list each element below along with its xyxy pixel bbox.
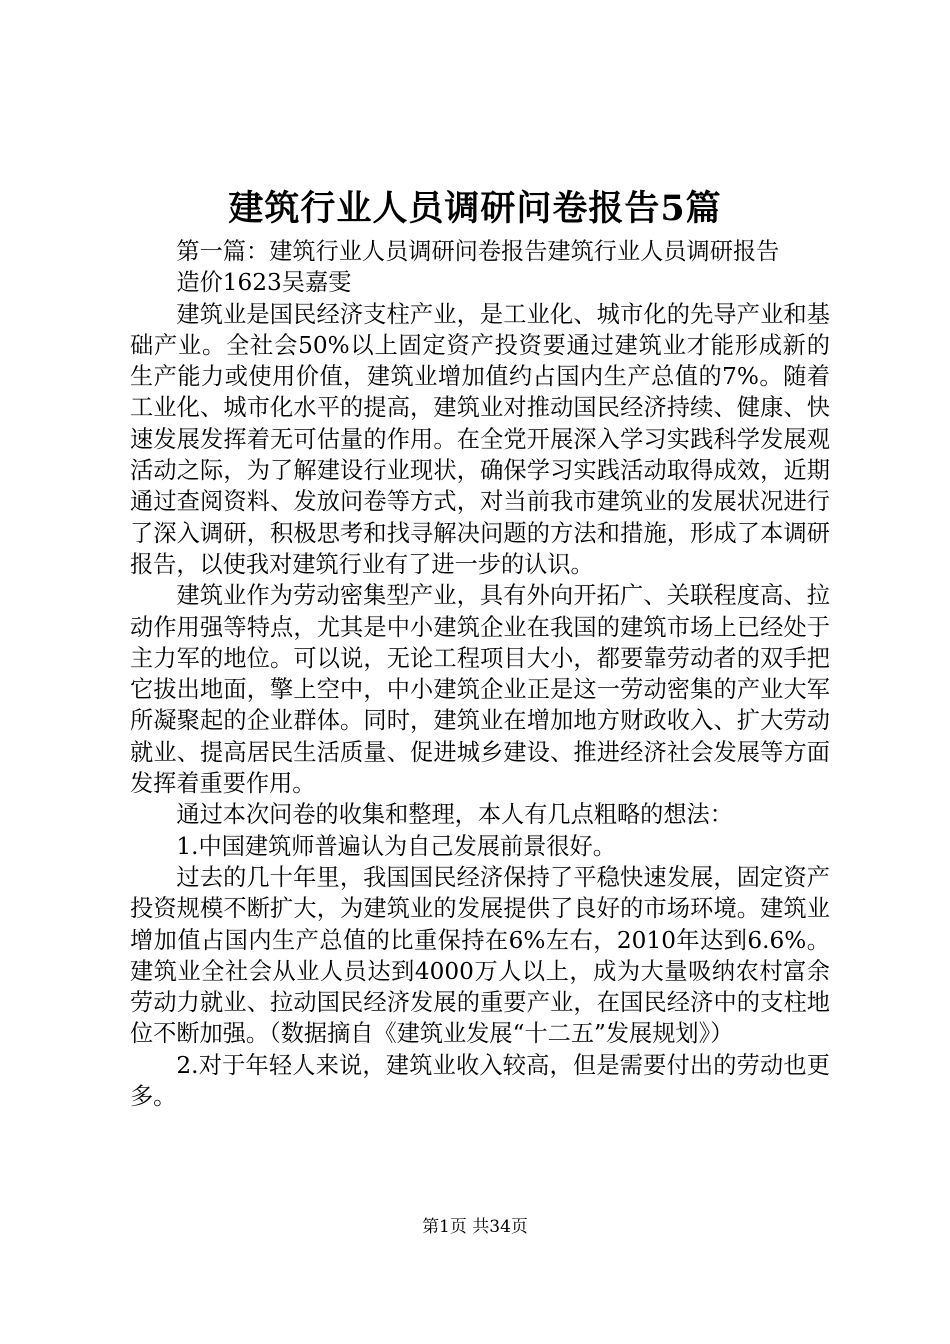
document-title: 建筑行业人员调研问卷报告5篇 <box>228 188 722 229</box>
page-footer: 第1页 共34页 <box>422 1217 528 1237</box>
paragraph-point-1: 1.中国建筑师普遍认为自己发展前景很好。 <box>176 832 616 860</box>
paragraph-industry: 建筑业作为劳动密集型产业，具有外向开拓广、关联程度高、拉动作用强等特点，尤其是中小建筑企业在我国的建筑市场上已经处于主力军的地位。可以说，无论工程项目大小，都要靠劳动者的双手把它拔出地面，擎上空中，中小建筑企业正是这一劳动密集的产业大军所凝聚起的企业群体。同时，建筑业在增加地方财政收入、扩大劳动就业、提高居民生活质量、促进城乡建设、推进经济社会发展等方面发挥着重要作用。 <box>130 582 830 798</box>
paragraph-author: 造价1623吴嘉雯 <box>176 269 352 297</box>
paragraph-intro: 建筑业是国民经济支柱产业，是工业化、城市化的先导产业和基础产业。全社会50%以上固定资产投资要通过建筑业才能形成新的生产能力或使用价值，建筑业增加值约占国内生产总值的7%。随着工业化、城市化水平的提高，建筑业对推动国民经济持续、健康、快速发展发挥着无可估量的作用。在全党开展深入学习实践科学发展观活动之际，为了解建设行业现状，确保学习实践活动取得成效，近期通过查阅资料、发放问卷等方式，对当前我市建筑业的发展状况进行了深入调研，积极思考和找寻解决问题的方法和措施，形成了本调研报告，以使我对建筑行业有了进一步的认识。 <box>130 300 830 578</box>
paragraph-heading: 第一篇：建筑行业人员调研问卷报告建筑行业人员调研报告 <box>176 238 780 265</box>
paragraph-point-1-detail: 过去的几十年里，我国国民经济保持了平稳快速发展，固定资产投资规模不断扩大，为建筑业的发展提供了良好的市场环境。建筑业增加值占国内生产总值的比重保持在6%左右，2010年达到6.6%。建筑业全社会从业人员达到4000万人以上，成为大量吸纳农村富余劳动力就业、拉动国民经济发展的重要产业，在国民经济中的支柱地位不断加强。（数据摘自《建筑业发展“十二五”发展规划》） <box>130 863 830 1048</box>
paragraph-thoughts: 通过本次问卷的收集和整理，本人有几点粗略的想法： <box>176 801 733 829</box>
paragraph-point-2: 2.对于年轻人来说，建筑业收入较高，但是需要付出的劳动也更多。 <box>130 1051 830 1111</box>
document-body <box>130 236 830 1112</box>
